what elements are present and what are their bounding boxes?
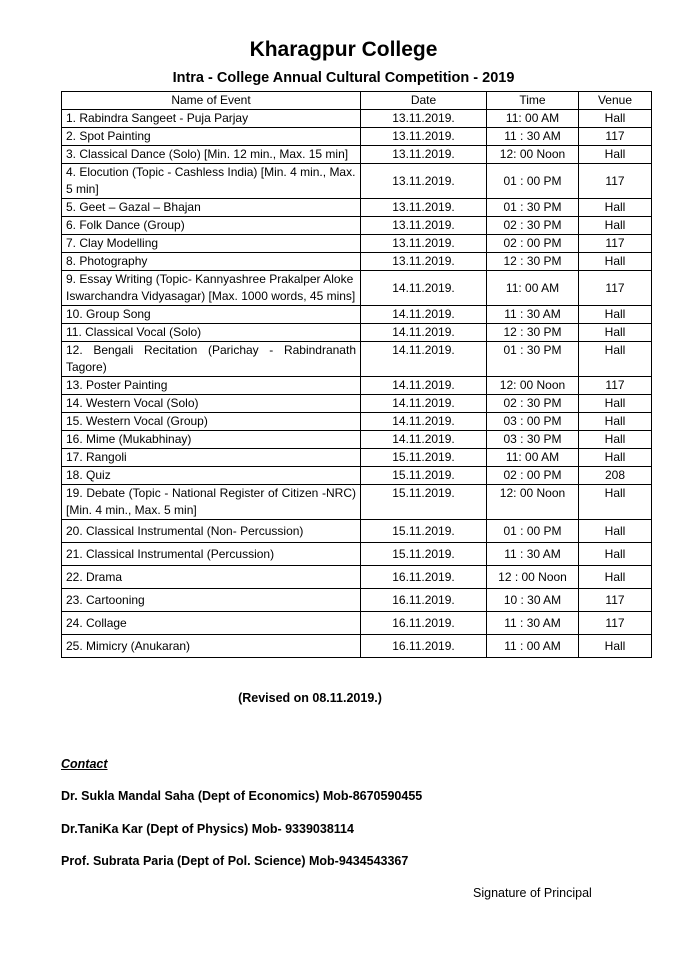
date-cell: 13.11.2019. [361,110,487,128]
contact-person-1: Dr. Sukla Mandal Saha (Dept of Economics) Mob-8670590455 [61,789,423,803]
contact-heading: Contact [61,757,108,771]
time-cell: 12: 00 Noon [487,146,579,164]
schedule-table [61,91,652,658]
time-cell: 12: 00 Noon [487,377,579,395]
event-cell: 17. Rangoli [62,449,361,467]
time-cell: 12: 00 Noon [487,485,579,520]
event-cell: 18. Quiz [62,467,361,485]
contact-person-2: Dr.TaniKa Kar (Dept of Physics) Mob- 9339038114 [61,822,354,836]
event-cell: 10. Group Song [62,306,361,324]
venue-cell: 117 [579,128,652,146]
principal-signature-label: Signature of Principal [473,886,592,900]
column-header-event: Name of Event [62,92,361,110]
time-cell: 03 : 00 PM [487,413,579,431]
date-cell: 14.11.2019. [361,413,487,431]
venue-cell: Hall [579,199,652,217]
date-cell: 14.11.2019. [361,306,487,324]
event-cell: 7. Clay Modelling [62,235,361,253]
event-cell: 14. Western Vocal (Solo) [62,395,361,413]
time-cell: 11: 00 AM [487,110,579,128]
time-cell: 02 : 30 PM [487,217,579,235]
table-row [62,306,652,324]
table-row [62,395,652,413]
venue-cell: 117 [579,377,652,395]
time-cell: 12 : 30 PM [487,253,579,271]
venue-cell: Hall [579,566,652,589]
event-cell: 2. Spot Painting [62,128,361,146]
table-row [62,235,652,253]
time-cell: 02 : 30 PM [487,395,579,413]
date-cell: 14.11.2019. [361,342,487,377]
venue-cell: 117 [579,612,652,635]
venue-cell: Hall [579,110,652,128]
event-cell: 11. Classical Vocal (Solo) [62,324,361,342]
venue-cell: Hall [579,306,652,324]
date-cell: 13.11.2019. [361,146,487,164]
date-cell: 14.11.2019. [361,271,487,306]
time-cell: 02 : 00 PM [487,467,579,485]
table-row [62,324,652,342]
date-cell: 15.11.2019. [361,485,487,520]
date-cell: 13.11.2019. [361,217,487,235]
time-cell: 12 : 00 Noon [487,566,579,589]
table-row [62,110,652,128]
time-cell: 02 : 00 PM [487,235,579,253]
date-cell: 15.11.2019. [361,449,487,467]
event-cell: 16. Mime (Mukabhinay) [62,431,361,449]
time-cell: 11 : 00 AM [487,635,579,658]
time-cell: 03 : 30 PM [487,431,579,449]
venue-cell: Hall [579,449,652,467]
table-row [62,128,652,146]
venue-cell: Hall [579,413,652,431]
date-cell: 13.11.2019. [361,128,487,146]
venue-cell: Hall [579,217,652,235]
date-cell: 14.11.2019. [361,395,487,413]
venue-cell: Hall [579,146,652,164]
table-row [62,413,652,431]
event-cell: 8. Photography [62,253,361,271]
table-row [62,377,652,395]
time-cell: 11: 00 AM [487,271,579,306]
column-header-venue: Venue [579,92,652,110]
table-row [62,164,652,199]
table-row [62,543,652,566]
time-cell: 11: 00 AM [487,449,579,467]
event-cell: 1. Rabindra Sangeet - Puja Parjay [62,110,361,128]
venue-cell: Hall [579,431,652,449]
time-cell: 11 : 30 AM [487,612,579,635]
event-cell: 13. Poster Painting [62,377,361,395]
contact-person-3: Prof. Subrata Paria (Dept of Pol. Science) Mob-9434543367 [61,854,409,868]
event-cell: 21. Classical Instrumental (Percussion) [62,543,361,566]
date-cell: 14.11.2019. [361,431,487,449]
table-row [62,342,652,377]
time-cell: 10 : 30 AM [487,589,579,612]
table-row [62,449,652,467]
venue-cell: Hall [579,342,652,377]
event-cell: 4. Elocution (Topic - Cashless India) [Min. 4 min., Max. 5 min] [62,164,361,199]
date-cell: 13.11.2019. [361,164,487,199]
table-row [62,217,652,235]
time-cell: 01 : 30 PM [487,199,579,217]
table-row [62,431,652,449]
event-cell: 25. Mimicry (Anukaran) [62,635,361,658]
event-cell: 3. Classical Dance (Solo) [Min. 12 min., Max. 15 min] [62,146,361,164]
event-cell: 6. Folk Dance (Group) [62,217,361,235]
venue-cell: Hall [579,324,652,342]
venue-cell: Hall [579,635,652,658]
date-cell: 13.11.2019. [361,235,487,253]
event-cell: 24. Collage [62,612,361,635]
event-cell: 9. Essay Writing (Topic- Kannyashree Prakalper Aloke Iswarchandra Vidyasagar) [Max. 1000 words, 45 mins] [62,271,361,306]
table-row [62,199,652,217]
column-header-date: Date [361,92,487,110]
venue-cell: Hall [579,395,652,413]
venue-cell: Hall [579,253,652,271]
table-row [62,520,652,543]
document-title: Kharagpur College [249,38,438,61]
date-cell: 16.11.2019. [361,612,487,635]
time-cell: 11 : 30 AM [487,306,579,324]
venue-cell: 117 [579,271,652,306]
event-cell: 23. Cartooning [62,589,361,612]
date-cell: 15.11.2019. [361,543,487,566]
date-cell: 13.11.2019. [361,253,487,271]
venue-cell: Hall [579,520,652,543]
event-cell: 12. Bengali Recitation (Parichay - Rabindranath Tagore) [62,342,361,377]
date-cell: 15.11.2019. [361,467,487,485]
venue-cell: 117 [579,235,652,253]
time-cell: 12 : 30 PM [487,324,579,342]
venue-cell: 208 [579,467,652,485]
event-cell: 5. Geet – Gazal – Bhajan [62,199,361,217]
event-cell: 19. Debate (Topic - National Register of Citizen -NRC) [Min. 4 min., Max. 5 min] [62,485,361,520]
date-cell: 13.11.2019. [361,199,487,217]
table-row [62,612,652,635]
table-row [62,589,652,612]
date-cell: 14.11.2019. [361,324,487,342]
venue-cell: 117 [579,164,652,199]
table-row [62,253,652,271]
date-cell: 16.11.2019. [361,589,487,612]
table-row [62,566,652,589]
date-cell: 15.11.2019. [361,520,487,543]
event-cell: 20. Classical Instrumental (Non- Percussion) [62,520,361,543]
venue-cell: Hall [579,543,652,566]
column-header-time: Time [487,92,579,110]
table-row [62,467,652,485]
venue-cell: 117 [579,589,652,612]
schedule-rows [62,110,652,658]
document-subtitle: Intra - College Annual Cultural Competition - 2019 [172,70,515,86]
time-cell: 11 : 30 AM [487,543,579,566]
time-cell: 01 : 00 PM [487,164,579,199]
time-cell: 11 : 30 AM [487,128,579,146]
table-row [62,146,652,164]
time-cell: 01 : 30 PM [487,342,579,377]
table-row [62,485,652,520]
date-cell: 16.11.2019. [361,566,487,589]
event-cell: 22. Drama [62,566,361,589]
time-cell: 01 : 00 PM [487,520,579,543]
date-cell: 14.11.2019. [361,377,487,395]
table-row [62,635,652,658]
venue-cell: Hall [579,485,652,520]
revised-note: (Revised on 08.11.2019.) [238,691,382,705]
table-header-row [62,92,652,110]
table-row [62,271,652,306]
event-cell: 15. Western Vocal (Group) [62,413,361,431]
date-cell: 16.11.2019. [361,635,487,658]
